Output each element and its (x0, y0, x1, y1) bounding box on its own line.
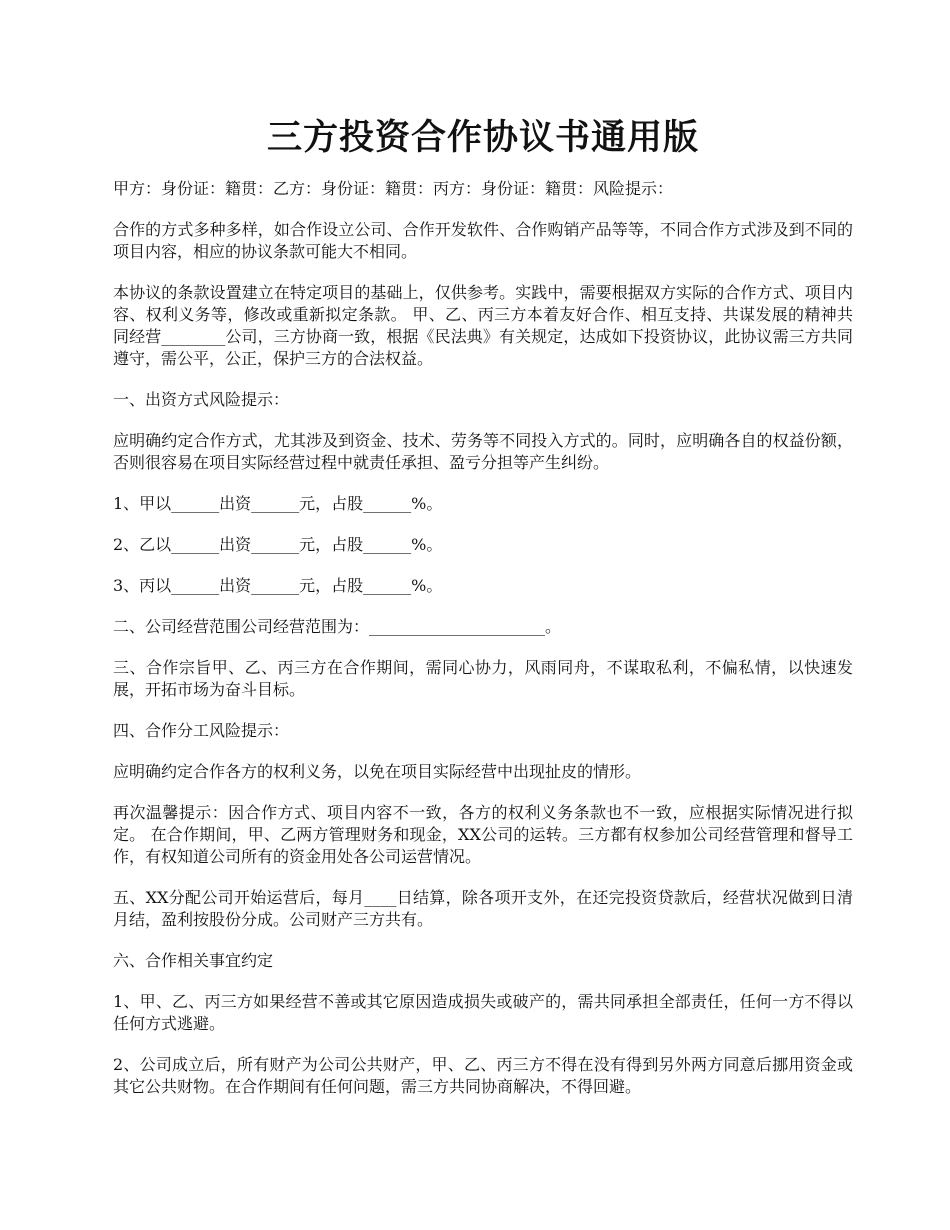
section-heading-matters: 六、合作相关事宜约定 (113, 951, 274, 970)
paragraph-agreement-basis: 本协议的条款设置建立在特定项目的基础上，仅供参考。实践中，需要根据双方实际的合作方式、项目内容、权利义务等，修改或重新拟定条款。 甲、乙、丙三方本着友好合作、相互支持、共谋发展的精神共同经营________公司，三方协商一致，根据《民法典》有关规定，达成如下投资协议，此协议需三方共同遵守，需公平，公正，保护三方的合法权益。 (113, 283, 853, 368)
document-title: 三方投资合作协议书通用版 (266, 117, 699, 158)
clause-public-property: 2、公司成立后，所有财产为公司公共财产，甲、乙、丙三方不得在没有得到另外两方同意后挪用资金或其它公共财物。在合作期间有任何问题，需三方共同协商解决，不得回避。 (113, 1055, 853, 1096)
section-heading-division: 四、合作分工风险提示： (113, 721, 290, 740)
document-page (113, 112, 853, 1117)
paragraph-reminder: 再次温馨提示：因合作方式、项目内容不一致，各方的权利义务条款也不一致，应根据实际情况进行拟定。 在合作期间，甲、乙两方管理财务和现金，XX公司的运转。三方都有权参加公司经营管理和督导工作，有权知道公司所有的资金用处各公司运营情况。 (113, 803, 853, 866)
section-cooperation-purpose: 三、合作宗旨甲、乙、丙三方在合作期间，需同心协力，风雨同舟，不谋取私利，不偏私情，以快速发展，开拓市场为奋斗目标。 (113, 658, 853, 699)
paragraph-contribution-note: 应明确约定合作方式，尤其涉及到资金、技术、劳务等不同投入方式的。同时，应明确各自的权益份额，否则很容易在项目实际经营过程中就责任承担、盈亏分担等产生纠纷。 (113, 431, 853, 472)
section-business-scope: 二、公司经营范围公司经营范围为：______________________。 (113, 617, 562, 636)
party-info-line: 甲方：身份证：籍贯：乙方：身份证：籍贯：丙方：身份证：籍贯：风险提示： (113, 179, 674, 198)
section-heading-contribution: 一、出资方式风险提示： (113, 390, 290, 409)
clause-party-c-contribution: 3、丙以______出资______元，占股______%。 (113, 576, 443, 595)
paragraph-cooperation-methods: 合作的方式多种多样，如合作设立公司、合作开发软件、合作购销产品等等，不同合作方式涉及到不同的项目内容，相应的协议条款可能大不相同。 (113, 220, 853, 261)
clause-party-b-contribution: 2、乙以______出资______元，占股______%。 (113, 535, 443, 554)
clause-liability: 1、甲、乙、丙三方如果经营不善或其它原因造成损失或破产的，需共同承担全部责任，任何一方不得以任何方式逃避。 (113, 992, 853, 1033)
paragraph-division-note: 应明确约定合作各方的权利义务，以免在项目实际经营中出现扯皮的情形。 (113, 762, 642, 781)
clause-party-a-contribution: 1、甲以______出资______元，占股______%。 (113, 494, 443, 513)
section-profit-distribution: 五、XX分配公司开始运营后，每月____日结算，除各项开支外，在还完投资贷款后，经营状况做到日清月结，盈利按股份分成。公司财产三方共有。 (113, 888, 853, 929)
